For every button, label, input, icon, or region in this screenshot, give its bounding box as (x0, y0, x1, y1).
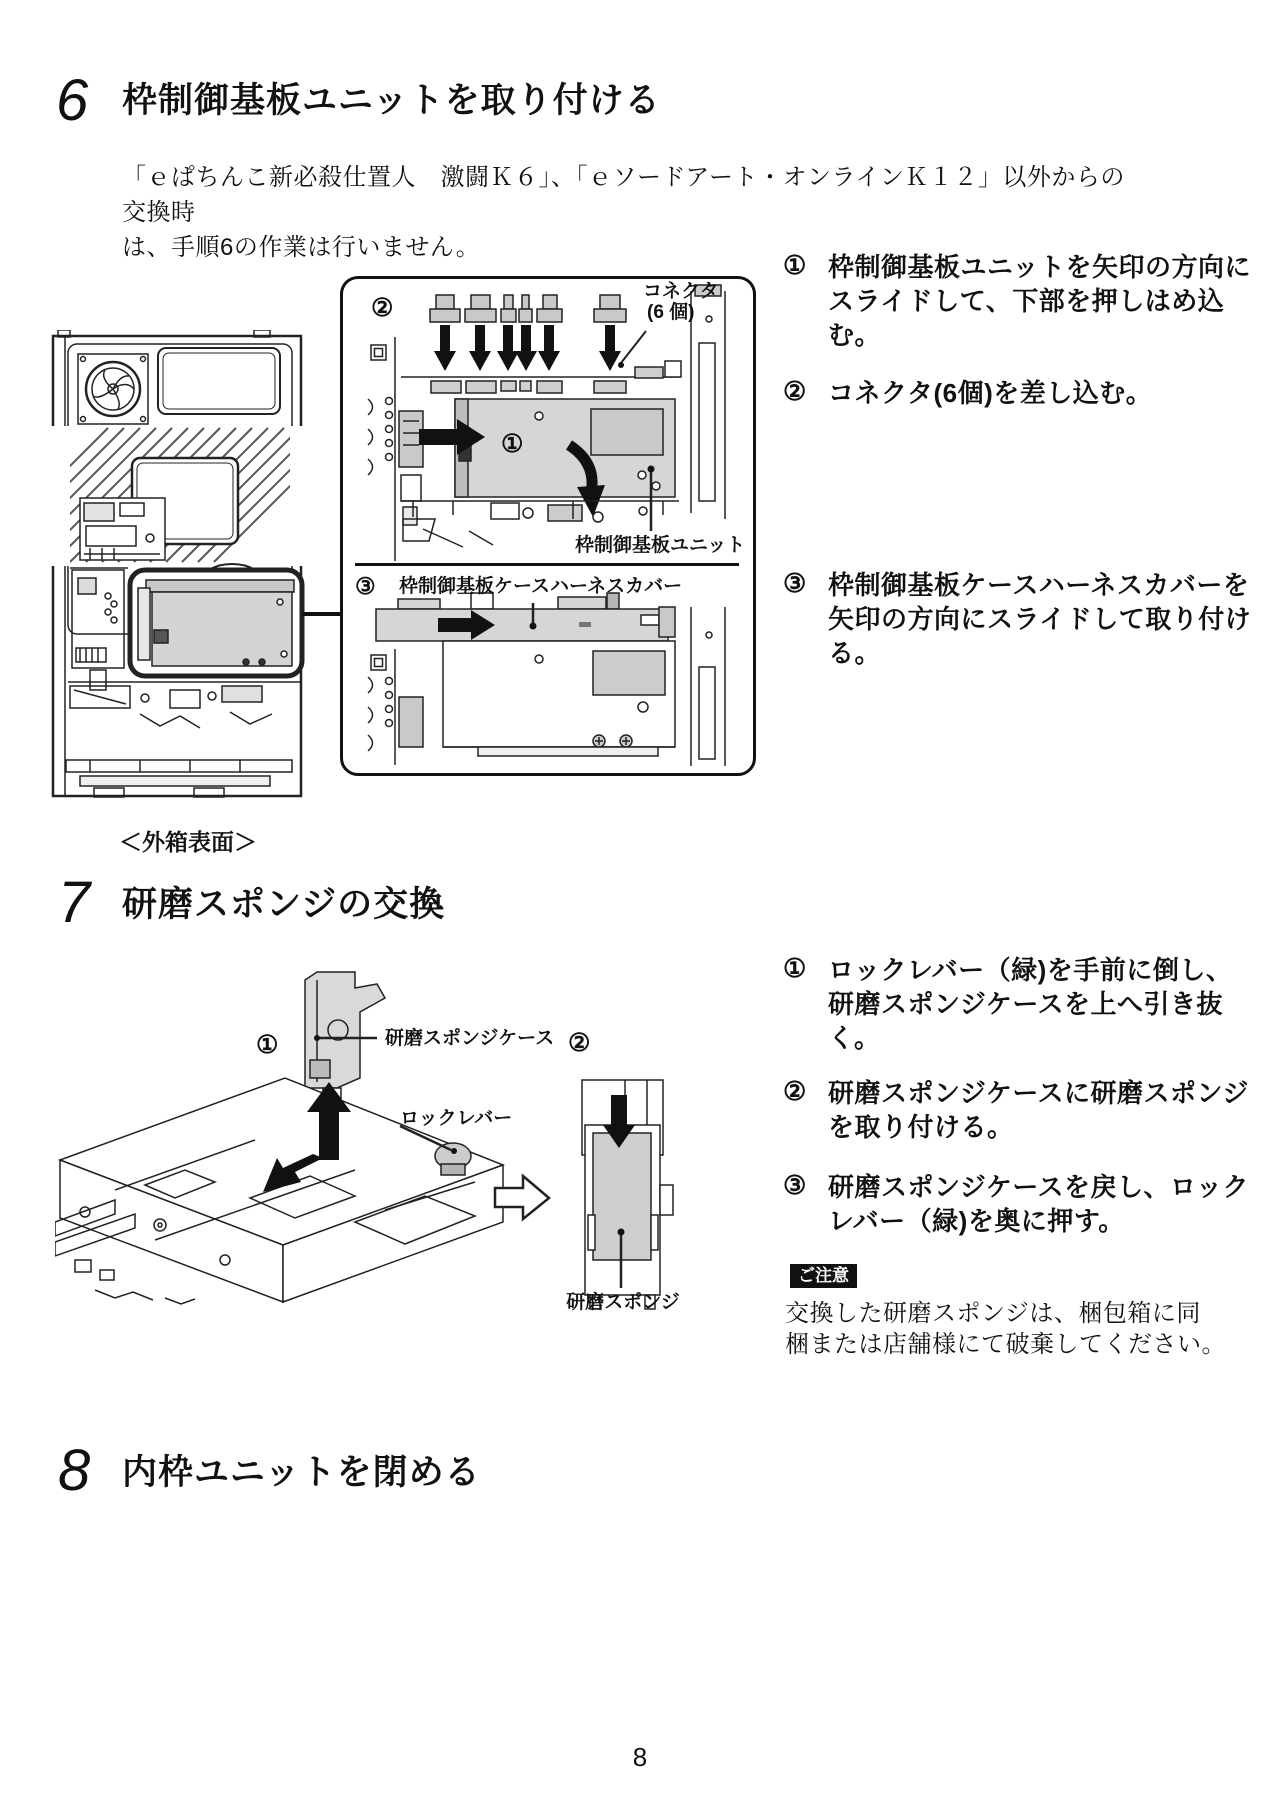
board-detail-frame (340, 276, 756, 776)
step-mark: ③ (783, 568, 807, 598)
step-line: レバー（緑)を奥に押す。 (828, 1206, 1125, 1236)
step-line: コネクタ(6個)を差し込む。 (828, 378, 1153, 408)
outer-box-drawing (50, 330, 306, 816)
step-line: 枠制御基板ケースハーネスカバーを (828, 570, 1250, 600)
sponge-drawing (55, 960, 690, 1325)
section7-step-1 (783, 953, 1268, 1055)
intro-line-1: 「ｅぱちんこ新必殺仕置人 激闘Ｋ６」、「ｅソードアート・オンラインＫ１２」以外からの交換時 (122, 164, 1125, 226)
section8-number: 8 (58, 1438, 91, 1503)
step-line: 研磨スポンジケースに研磨スポンジ (828, 1078, 1249, 1108)
diagram-step2-mark: ② (371, 294, 394, 322)
zoom-connector-line (302, 612, 340, 616)
step-line: 研磨スポンジケースを戻し、ロック (828, 1172, 1250, 1202)
sponge-case-label: 研磨スポンジケース (385, 1028, 555, 1049)
section7-step-3 (783, 1170, 1268, 1238)
connector-label-line2: (6 個) (647, 302, 695, 323)
section6-number: 6 (56, 68, 89, 133)
caution-badge: ご注意 (790, 1264, 857, 1288)
outer-box-diagram (50, 330, 306, 816)
step-line: む。 (828, 320, 882, 350)
sponge-diagram (55, 960, 690, 1325)
step-line: く。 (828, 1023, 881, 1053)
section7-number: 7 (58, 870, 91, 935)
section6-step-2 (783, 376, 1268, 410)
step-line: スライドして、下部を押しはめ込 (828, 286, 1225, 316)
step-line: 研磨スポンジケースを上へ引き抜 (828, 989, 1224, 1019)
diagram-step1-mark: ① (501, 430, 524, 458)
lock-lever-label: ロックレバー (400, 1108, 513, 1129)
step-line: る。 (828, 638, 882, 668)
step-line: 矢印の方向にスライドして取り付け (828, 604, 1252, 634)
section7-step-2 (783, 1076, 1268, 1144)
board-unit-label: 枠制御基板ユニット (575, 535, 746, 556)
step-line: 枠制御基板ユニットを矢印の方向に (828, 252, 1251, 282)
section8-title: 内枠ユニットを閉める (122, 1453, 481, 1492)
step-mark: ① (783, 250, 807, 280)
harness-cover-label: 枠制御基板ケースハーネスカバー (399, 576, 683, 597)
section6-title: 枠制御基板ユニットを取り付ける (122, 81, 661, 120)
section6-step-3 (783, 568, 1268, 670)
step-mark: ② (783, 1076, 807, 1106)
connector-label-line1: コネクタ (643, 281, 719, 302)
step-line: ロックレバー（緑)を手前に倒し、 (828, 955, 1233, 985)
sponge-step1-mark: ① (256, 1031, 279, 1059)
step-mark: ② (783, 376, 807, 406)
step-mark: ③ (783, 1170, 807, 1200)
intro-line-2: は、手順6の作業は行いません。 (122, 234, 481, 261)
caution-line: 梱または店舗様にて破棄してください。 (785, 1331, 1226, 1358)
caution-text (785, 1298, 1265, 1360)
outer-box-caption: ＜外箱表面＞ (119, 829, 257, 855)
frame-divider (355, 563, 739, 566)
page-number: 8 (632, 1742, 648, 1772)
step-mark: ① (783, 953, 807, 983)
section7-title: 研磨スポンジの交換 (122, 885, 446, 924)
caution-line: 交換した研磨スポンジは、梱包箱に同 (785, 1300, 1201, 1327)
diagram-step3-mark: ③ (355, 573, 376, 599)
step-line: を取り付ける。 (828, 1112, 1014, 1142)
section6-step-1 (783, 250, 1268, 352)
sponge-step2-mark: ② (568, 1029, 591, 1057)
board-detail-drawing (343, 279, 753, 773)
sponge-label: 研磨スポンジ (566, 1292, 680, 1313)
